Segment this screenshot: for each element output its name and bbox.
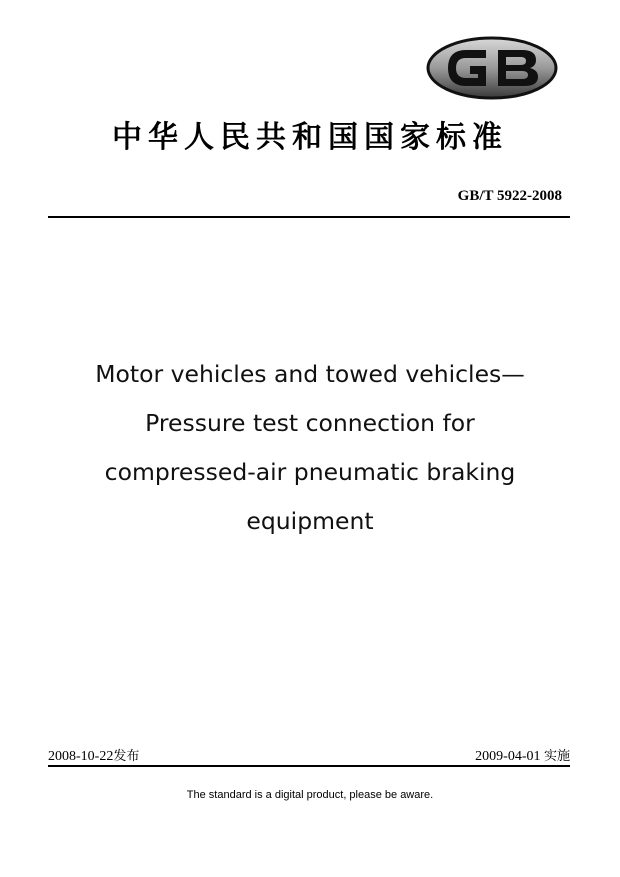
title-line: equipment	[246, 507, 374, 535]
issue-label: 发布	[113, 749, 140, 764]
implementation-date-value: 2009-04-01	[475, 749, 541, 764]
implementation-date	[475, 745, 570, 765]
national-standard-heading: 中华人民共和国国家标准	[112, 120, 508, 155]
digital-product-notice: The standard is a digital product, please be aware.	[186, 789, 434, 801]
title-line: compressed-air pneumatic braking	[104, 458, 516, 486]
implementation-label: 实施	[543, 749, 570, 764]
issue-date	[48, 745, 139, 765]
title-line: Motor vehicles and towed vehicles—	[95, 360, 525, 388]
bottom-divider	[48, 765, 570, 767]
top-divider	[48, 216, 570, 218]
standard-number: GB/T 5922-2008	[457, 188, 562, 204]
gb-emblem-icon	[426, 36, 558, 100]
title-line: Pressure test connection for	[145, 409, 475, 437]
issue-date-value: 2008-10-22	[48, 749, 114, 764]
document-title	[20, 350, 600, 546]
